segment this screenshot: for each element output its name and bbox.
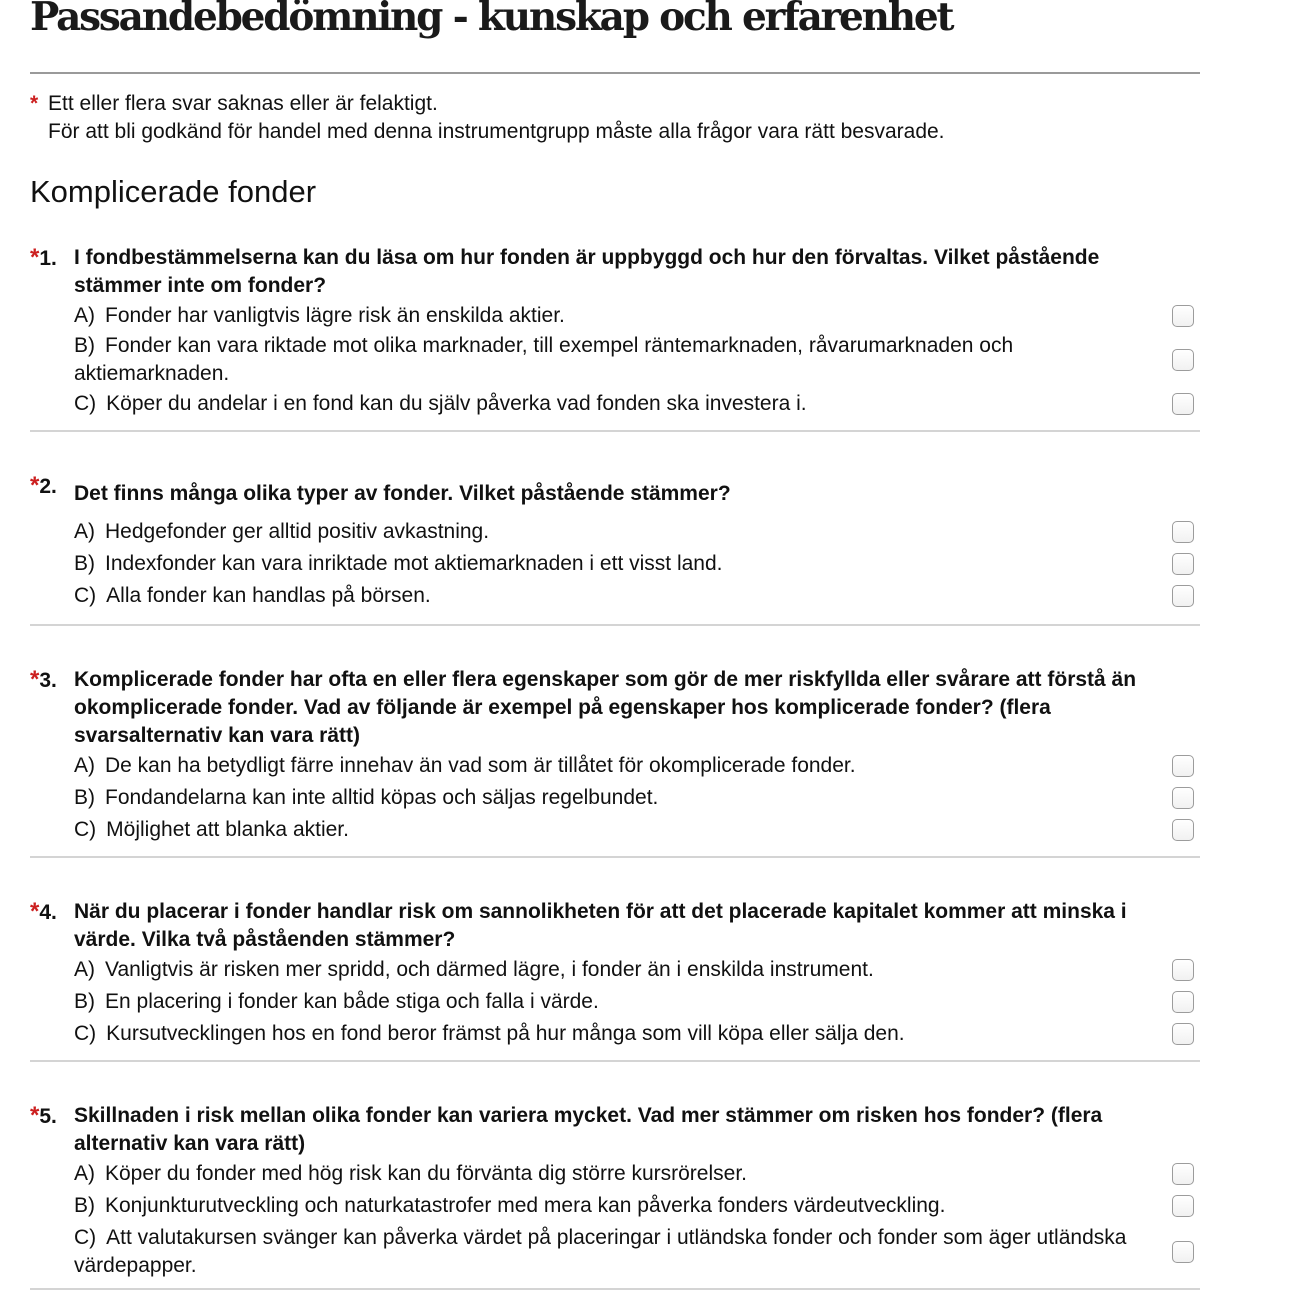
option-q1-a — [30, 302, 1200, 330]
checkbox-q2-c[interactable] — [1172, 585, 1194, 607]
option-text: Konjunkturutveckling och naturkatastrofer med mera kan påverka fonders värdeutveckling. — [105, 1194, 946, 1217]
option-q3-b — [30, 784, 1200, 812]
option-q2-c — [30, 582, 1200, 610]
option-letter: C) — [74, 392, 97, 415]
question-5-header — [30, 1102, 1200, 1158]
required-asterisk-icon: * — [30, 1102, 40, 1129]
notice-text-1: Ett eller flera svar saknas eller är felaktigt. — [48, 92, 438, 115]
checkbox-q5-a[interactable] — [1172, 1163, 1194, 1185]
option-text: En placering i fonder kan både stiga och falla i värde. — [105, 990, 599, 1013]
option-letter: B) — [74, 786, 95, 809]
question-5-number: *5. — [30, 1102, 57, 1129]
option-q2-a — [30, 518, 1200, 546]
title-divider — [30, 72, 1200, 74]
question-2-header — [30, 472, 1200, 508]
question-4-options — [30, 956, 1200, 1048]
option-q4-c — [30, 1020, 1200, 1048]
question-1-number: *1. — [30, 244, 57, 271]
option-text: Fonder har vanligtvis lägre risk än enskilda aktier. — [105, 304, 565, 327]
question-4-text: När du placerar i fonder handlar risk om sannolikheten för att det placerade kapitalet kommer att minska i värde. Vilka två påståenden stämmer? — [74, 900, 1127, 951]
option-q3-c — [30, 816, 1200, 844]
section-title: Komplicerade fonder — [30, 174, 317, 209]
option-q1-c — [30, 390, 1200, 418]
question-5 — [30, 1102, 1200, 1290]
option-q2-b — [30, 550, 1200, 578]
option-text: Kursutvecklingen hos en fond beror främst på hur många som vill köpa eller sälja den. — [106, 1022, 905, 1045]
question-5-text: Skillnaden i risk mellan olika fonder kan variera mycket. Vad mer stämmer om risken hos fonder? (flera alternativ kan vara rätt) — [74, 1104, 1103, 1155]
question-3-header — [30, 666, 1200, 750]
checkbox-q1-b[interactable] — [1172, 349, 1194, 371]
question-4 — [30, 898, 1200, 1062]
question-1-options — [30, 302, 1200, 418]
option-q5-b — [30, 1192, 1200, 1220]
checkbox-q4-b[interactable] — [1172, 991, 1194, 1013]
option-text: Fonder kan vara riktade mot olika marknader, till exempel räntemarknaden, råvarumarknaden och aktiemarknaden. — [74, 334, 1014, 385]
question-5-options — [30, 1160, 1200, 1280]
page-title: Passandebedömning - kunskap och erfarenhet — [30, 0, 953, 40]
required-asterisk-icon: * — [30, 666, 40, 693]
option-text: Möjlighet att blanka aktier. — [106, 818, 349, 841]
checkbox-q5-b[interactable] — [1172, 1195, 1194, 1217]
question-2-options — [30, 518, 1200, 610]
checkbox-q2-a[interactable] — [1172, 521, 1194, 543]
option-letter: B) — [74, 1194, 95, 1217]
question-3-options — [30, 752, 1200, 844]
question-1-text: I fondbestämmelserna kan du läsa om hur fonden är uppbyggd och hur den förvaltas. Vilket påstående stämmer inte om fonder? — [74, 246, 1100, 297]
question-3-number: *3. — [30, 666, 57, 693]
option-q5-a — [30, 1160, 1200, 1188]
question-2-number: *2. — [30, 472, 57, 499]
checkbox-q3-a[interactable] — [1172, 755, 1194, 777]
checkbox-q5-c[interactable] — [1172, 1241, 1194, 1263]
notice-text-2: För att bli godkänd för handel med denna instrumentgrupp måste alla frågor vara rätt besvarade. — [48, 120, 945, 143]
option-letter: A) — [74, 304, 95, 327]
option-text: Hedgefonder ger alltid positiv avkastning. — [105, 520, 490, 543]
option-text: Alla fonder kan handlas på börsen. — [106, 584, 431, 607]
required-asterisk-icon: * — [30, 472, 40, 499]
option-text: Fondandelarna kan inte alltid köpas och säljas regelbundet. — [105, 786, 659, 809]
option-text: De kan ha betydligt färre innehav än vad som är tillåtet för okomplicerade fonder. — [105, 754, 856, 777]
checkbox-q1-a[interactable] — [1172, 305, 1194, 327]
option-text: Vanligtvis är risken mer spridd, och därmed lägre, i fonder än i enskilda instrument. — [105, 958, 874, 981]
option-q3-a — [30, 752, 1200, 780]
required-asterisk-icon: * — [30, 92, 39, 115]
option-text: Köper du fonder med hög risk kan du förvänta dig större kursrörelser. — [105, 1162, 747, 1185]
question-2 — [30, 472, 1200, 626]
checkbox-q4-c[interactable] — [1172, 1023, 1194, 1045]
validation-notice — [30, 90, 1190, 146]
option-q4-a — [30, 956, 1200, 984]
option-text: Att valutakursen svänger kan påverka värdet på placeringar i utländska fonder och fonder som äger utländska värdepapper. — [74, 1226, 1127, 1277]
option-letter: C) — [74, 1226, 97, 1249]
option-letter: A) — [74, 958, 95, 981]
required-asterisk-icon: * — [30, 898, 40, 925]
question-2-text: Det finns många olika typer av fonder. Vilket påstående stämmer? — [74, 482, 731, 505]
option-letter: A) — [74, 754, 95, 777]
option-letter: B) — [74, 334, 95, 357]
option-letter: B) — [74, 990, 95, 1013]
option-q1-b — [30, 332, 1200, 388]
checkbox-q3-b[interactable] — [1172, 787, 1194, 809]
option-text: Köper du andelar i en fond kan du själv påverka vad fonden ska investera i. — [106, 392, 807, 415]
checkbox-q4-a[interactable] — [1172, 959, 1194, 981]
question-4-header — [30, 898, 1200, 954]
option-letter: A) — [74, 1162, 95, 1185]
checkbox-q3-c[interactable] — [1172, 819, 1194, 841]
checkbox-q1-c[interactable] — [1172, 393, 1194, 415]
option-letter: A) — [74, 520, 95, 543]
option-q5-c — [30, 1224, 1200, 1280]
question-3-text: Komplicerade fonder har ofta en eller flera egenskaper som gör de mer riskfyllda eller svårare att förstå än okomplicerade fonder. Vad av följande är exempel på egenskaper hos komplicerade fonder? (flera svarsalternativ kan vara rätt) — [74, 668, 1137, 747]
option-letter: C) — [74, 1022, 97, 1045]
option-letter: B) — [74, 552, 95, 575]
question-1 — [30, 244, 1200, 432]
option-text: Indexfonder kan vara inriktade mot aktiemarknaden i ett visst land. — [105, 552, 723, 575]
required-asterisk-icon: * — [30, 244, 40, 271]
option-letter: C) — [74, 584, 97, 607]
question-1-header — [30, 244, 1200, 300]
question-3 — [30, 666, 1200, 858]
option-q4-b — [30, 988, 1200, 1016]
checkbox-q2-b[interactable] — [1172, 553, 1194, 575]
option-letter: C) — [74, 818, 97, 841]
question-4-number: *4. — [30, 898, 57, 925]
notice-line-1 — [30, 90, 1190, 118]
